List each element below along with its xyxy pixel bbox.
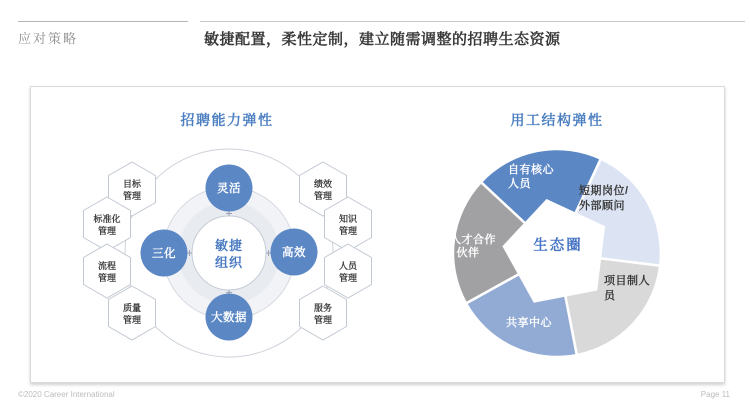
- segment-short-term-label-line2: 外部顾问: [579, 200, 625, 212]
- copyright-text: ©2020 Career International: [18, 390, 115, 399]
- hexagon-label-line1: 人员: [338, 261, 358, 271]
- node-threeization-label: 三化: [152, 248, 176, 260]
- hexagon-label-line1: 质量: [122, 303, 142, 313]
- hexagon-personnel-management: [325, 244, 372, 298]
- hexagon-label-line1: 流程: [97, 261, 117, 271]
- hub-label-line1: 敏捷: [214, 238, 244, 253]
- left-diagram-title: 招聘能力弹性: [180, 112, 274, 128]
- hexagon-label-line2: 管理: [338, 226, 358, 236]
- hexagon-label-line2: 管理: [338, 273, 358, 283]
- slide-section-label: 应对策略: [18, 31, 79, 46]
- node-bigdata-label: 大数据: [211, 312, 247, 324]
- title-divider: [200, 21, 745, 22]
- node-flexible-label: 灵活: [217, 183, 241, 195]
- node-efficient-label: 高效: [282, 247, 306, 259]
- hexagon-shape: [300, 286, 347, 340]
- slide-title: 敏捷配置，柔性定制，建立随需调整的招聘生态资源: [204, 31, 561, 48]
- hexagon-label-line1: 服务: [313, 303, 333, 313]
- hexagon-label-line2: 管理: [122, 315, 142, 325]
- hub-circle: [192, 216, 266, 290]
- hexagon-shape: [325, 244, 372, 298]
- hexagon-service-management: [300, 286, 347, 340]
- hexagon-label-line1: 知识: [338, 214, 358, 224]
- kicker-divider: [18, 21, 188, 22]
- segment-talent-partner-label-line1: 人才合作: [450, 234, 496, 246]
- segment-talent-partner-label-line2: 伙伴: [456, 247, 480, 259]
- segment-shared-center-label: 共享中心: [506, 317, 552, 329]
- right-diagram-title: 用工结构弹性: [510, 112, 604, 128]
- hexagon-label-line1: 标准化: [93, 214, 121, 224]
- hexagon-label-line2: 管理: [313, 315, 333, 325]
- hexagon-label-line1: 绩效: [313, 179, 333, 189]
- segment-own-core-label-line2: 人员: [508, 178, 531, 190]
- segment-project-label-line1: 项目制人: [604, 275, 650, 287]
- segment-short-term-label-line1: 短期岗位/: [579, 185, 629, 197]
- hexagon-label-line2: 管理: [122, 191, 142, 201]
- hexagon-process-management: [84, 244, 131, 298]
- hexagon-shape: [84, 244, 131, 298]
- hub-label-line2: 组织: [214, 255, 244, 270]
- hexagon-quality-management: [109, 286, 156, 340]
- hexagon-label-line1: 目标: [122, 179, 142, 189]
- recruiting-capability-diagram: [84, 149, 372, 357]
- hexagon-shape: [109, 286, 156, 340]
- page-number: Page 11: [700, 390, 730, 399]
- ecosystem-hub-label: 生态圈: [533, 238, 583, 254]
- hexagon-label-line2: 管理: [313, 191, 333, 201]
- segment-project-label-line2: 员: [604, 290, 616, 302]
- diagrams-canvas: [31, 87, 724, 382]
- workforce-structure-diagram: [450, 149, 661, 357]
- segment-own-core-label-line1: 自有核心: [508, 164, 554, 176]
- hexagon-label-line2: 管理: [97, 226, 117, 236]
- hexagon-label-line2: 管理: [97, 273, 117, 283]
- content-card: [30, 86, 725, 383]
